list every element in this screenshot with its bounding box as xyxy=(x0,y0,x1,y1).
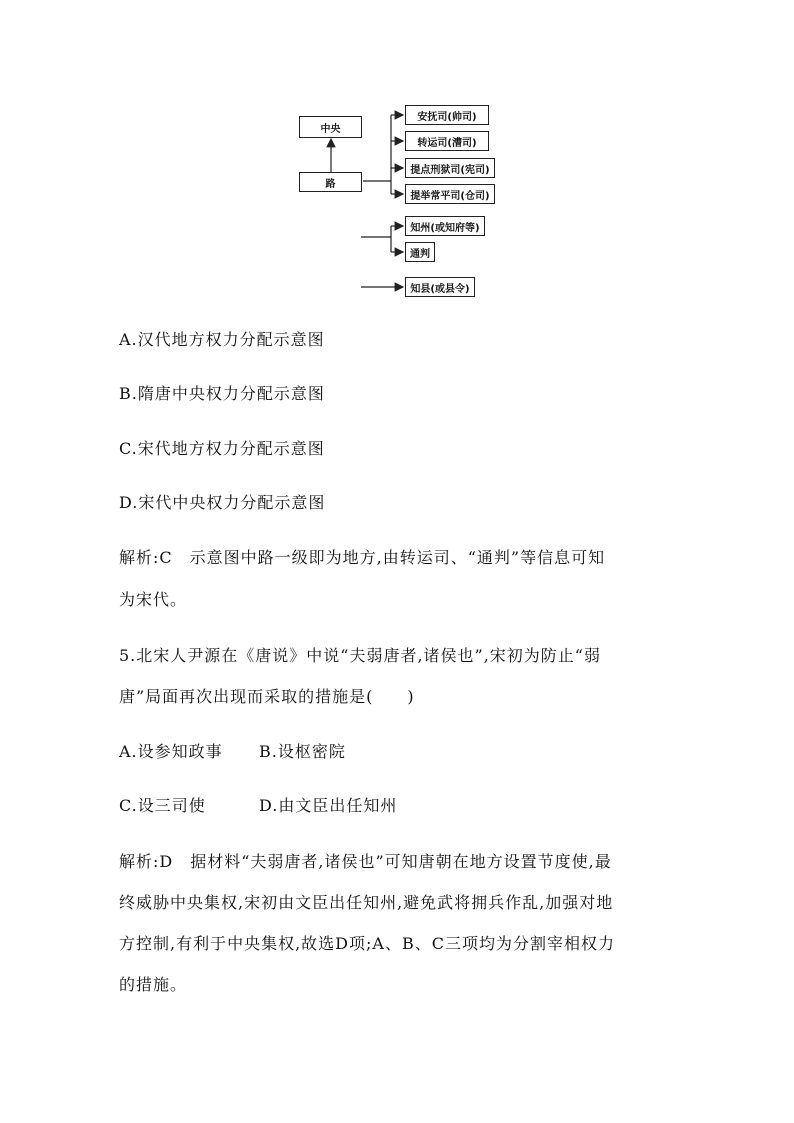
road-branch-4: 提举常平司(仓司) xyxy=(405,184,495,204)
q5-analysis-line-4: 的措施。 xyxy=(119,975,188,994)
road-branch-2: 转运司(漕司) xyxy=(405,131,489,151)
road-branch-1: 安抚司(帅司) xyxy=(405,105,489,125)
q5-option-c: C.设三司使 xyxy=(119,796,206,815)
q5-analysis-line-3: 方控制,有利于中央集权,故选D项;A、B、C三项均为分割宰相权力 xyxy=(119,934,615,953)
q4-analysis-line-1: 解析:C 示意图中路一级即为地方,由转运司、“通判”等信息可知 xyxy=(119,548,606,567)
q5-analysis-line-2: 终威胁中央集权,宋初由文臣出任知州,避免武将拥兵作乱,加强对地 xyxy=(119,893,614,912)
q5-options-row-2 xyxy=(119,793,539,819)
q4-option-d: D.宋代中央权力分配示意图 xyxy=(119,493,326,512)
q4-option-c: C.宋代地方权力分配示意图 xyxy=(119,439,325,458)
zhou-branch-1: 知州(或知府等) xyxy=(405,216,485,236)
q4-option-b: B.隋唐中央权力分配示意图 xyxy=(119,384,325,403)
zhou-branch-2: 通判 xyxy=(405,242,435,262)
road-box: 路 xyxy=(299,172,362,192)
q5-analysis-line-1: 解析:D 据材料“夫弱唐者,诸侯也”可知唐朝在地方设置节度使,最 xyxy=(119,852,612,871)
q5-option-b: B.设枢密院 xyxy=(259,742,346,761)
diagram-connectors xyxy=(0,0,794,320)
q5-options-row-1 xyxy=(119,739,539,765)
q5-option-d: D.由文臣出任知州 xyxy=(259,796,398,815)
q5-option-a: A.设参知政事 xyxy=(119,742,223,761)
road-branch-3: 提点刑狱司(宪司) xyxy=(405,158,495,178)
power-distribution-diagram xyxy=(0,0,794,320)
q5-stem-line-1: 5.北宋人尹源在《唐说》中说“夫弱唐者,诸侯也”,宋初为防止“弱 xyxy=(119,646,601,665)
q4-analysis-line-2: 为宋代。 xyxy=(119,590,188,609)
q4-option-a: A.汉代地方权力分配示意图 xyxy=(119,330,325,349)
county-box: 知县(或县令) xyxy=(405,277,475,297)
center-box: 中央 xyxy=(299,116,362,138)
q5-stem-line-2: 唐”局面再次出现而采取的措施是( ) xyxy=(119,687,415,706)
